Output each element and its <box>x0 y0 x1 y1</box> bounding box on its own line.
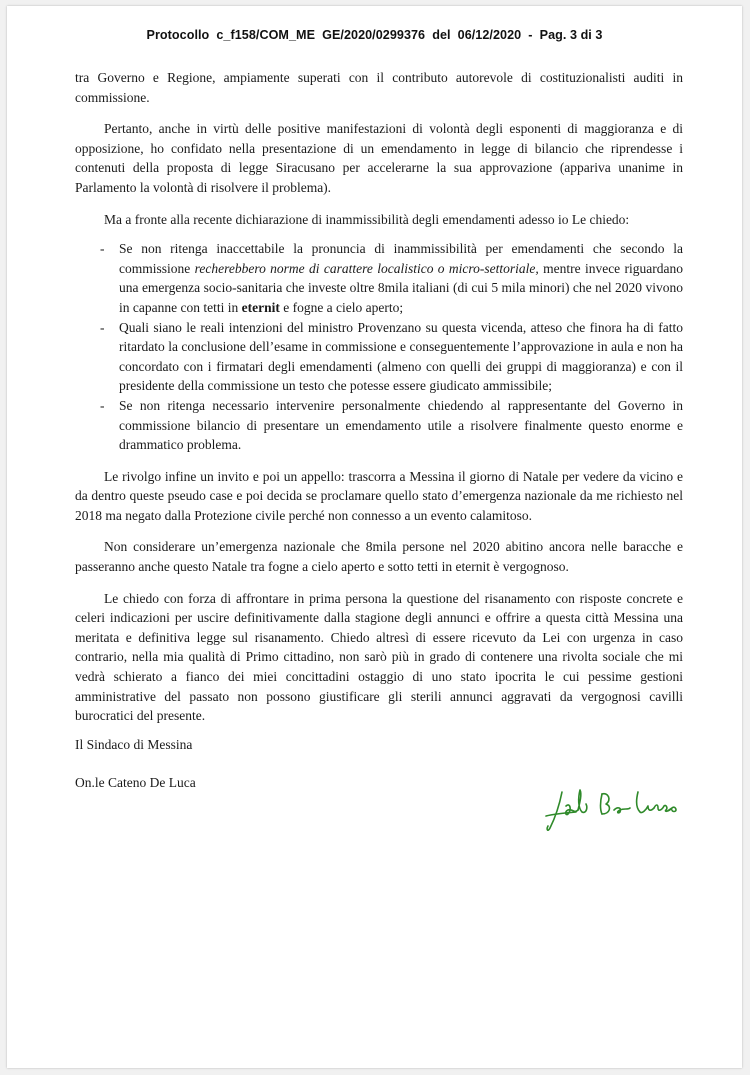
dash-bullet: - <box>100 319 105 335</box>
list-item-text: mentre invece riguardano una emergenza socio-sanitaria che investe oltre 8mila italiani (di cui 5 mila minori) che nel 2020 vivono in capanne con tetti in <box>119 260 683 315</box>
list-item <box>75 396 683 455</box>
list-item-text: Se non ritenga inaccettabile la pronuncia di inammissibilità per emendamenti che secondo la commissione <box>119 241 683 276</box>
handwritten-signature <box>536 780 686 836</box>
protocol-header: Protocollo c_f158/COM_ME GE/2020/0299376 del 06/12/2020 - Pag. 3 di 3 <box>146 28 603 42</box>
paragraph: Le chiedo con forza di affrontare in prima persona la questione del risanamento con risposte concrete e celeri indicazioni per uscire definitivamente dalla stagione degli annunci e offrire a questa città Messina una meritata e definitiva legge sul risanamento. Chiedo altresì di essere ricevuto da Lei con urgenza in caso contrario, nella mia qualità di Primo cittadino, non sarò più in grado di contenere una rivolta sociale che mi vedrà schierato a fianco dei miei concittadini ostaggio di uno stato ipocrita le cui pessime gestioni amministrative del passato non possono giustificare gli sterili annunci aggravati da vergognosi cavilli burocratici del presente. <box>75 590 683 724</box>
request-list <box>75 239 683 455</box>
signer-role: Il Sindaco di Messina <box>75 736 193 752</box>
list-item-text: Quali siano le reali intenzioni del ministro Provenzano su questa vicenda, atteso che finora ha di fatto ritardato la conclusione dell’esame in commissione e conseguentemente l’approvazione in aula e non ha concordato con i firmatari degli emendamenti (almeno con quelli dei gruppi di maggioranza) e con il presidente della commissione un testo che potesse essere giudicato ammissibile; <box>119 319 683 394</box>
letter-body <box>75 68 683 808</box>
paragraph: Non considerare un’emergenza nazionale che 8mila persone nel 2020 abitino ancora nelle baracche e passeranno anche questo Natale tra fogne a cielo aperto e sotto tetti in eternit è vergognoso. <box>75 539 683 575</box>
list-item-italic-text: recherebbero norme di carattere localistico o micro-settoriale, <box>194 260 539 276</box>
list-item-text: e fogne a cielo aperto; <box>279 299 404 315</box>
paragraph: Pertanto, anche in virtù delle positive manifestazioni di volontà degli esponenti di maggioranza e di opposizione, ho confidato nella presentazione di un emendamento in legge di bilancio che riprendesse i contenuti della proposta di legge Siracusano per accelerarne la sua approvazione (appariva unanime in Parlamento la volontà di risolvere il problema). <box>75 121 683 195</box>
document-page <box>7 6 742 1068</box>
paragraph: Ma a fronte alla recente dichiarazione di inammissibilità degli emendamenti adesso io Le chiedo: <box>104 211 630 227</box>
paragraph: Le rivolgo infine un invito e poi un appello: trascorra a Messina il giorno di Natale per vedere da vicino e da dentro queste pseudo case e poi decida se proclamare quello stato d’emergenza nazionale da me richiesto nel 2018 ma negato dalla Protezione civile perché non connesso a un evento calamitoso. <box>75 468 683 523</box>
paragraph: tra Governo e Regione, ampiamente superati con il contributo autorevole di costituzionalisti auditi in commissione. <box>75 70 683 105</box>
dash-bullet: - <box>100 397 105 413</box>
list-item <box>75 239 683 317</box>
list-item-bold-text: eternit <box>241 299 280 315</box>
list-item-text: Se non ritenga necessario intervenire personalmente chiedendo al rappresentante del Governo in commissione bilancio di presentare un emendamento utile a risolvere finalmente questo enorme e drammatico problema. <box>119 397 683 453</box>
list-item <box>75 318 683 396</box>
signer-name: On.le Cateno De Luca <box>75 774 196 790</box>
dash-bullet: - <box>100 241 105 257</box>
